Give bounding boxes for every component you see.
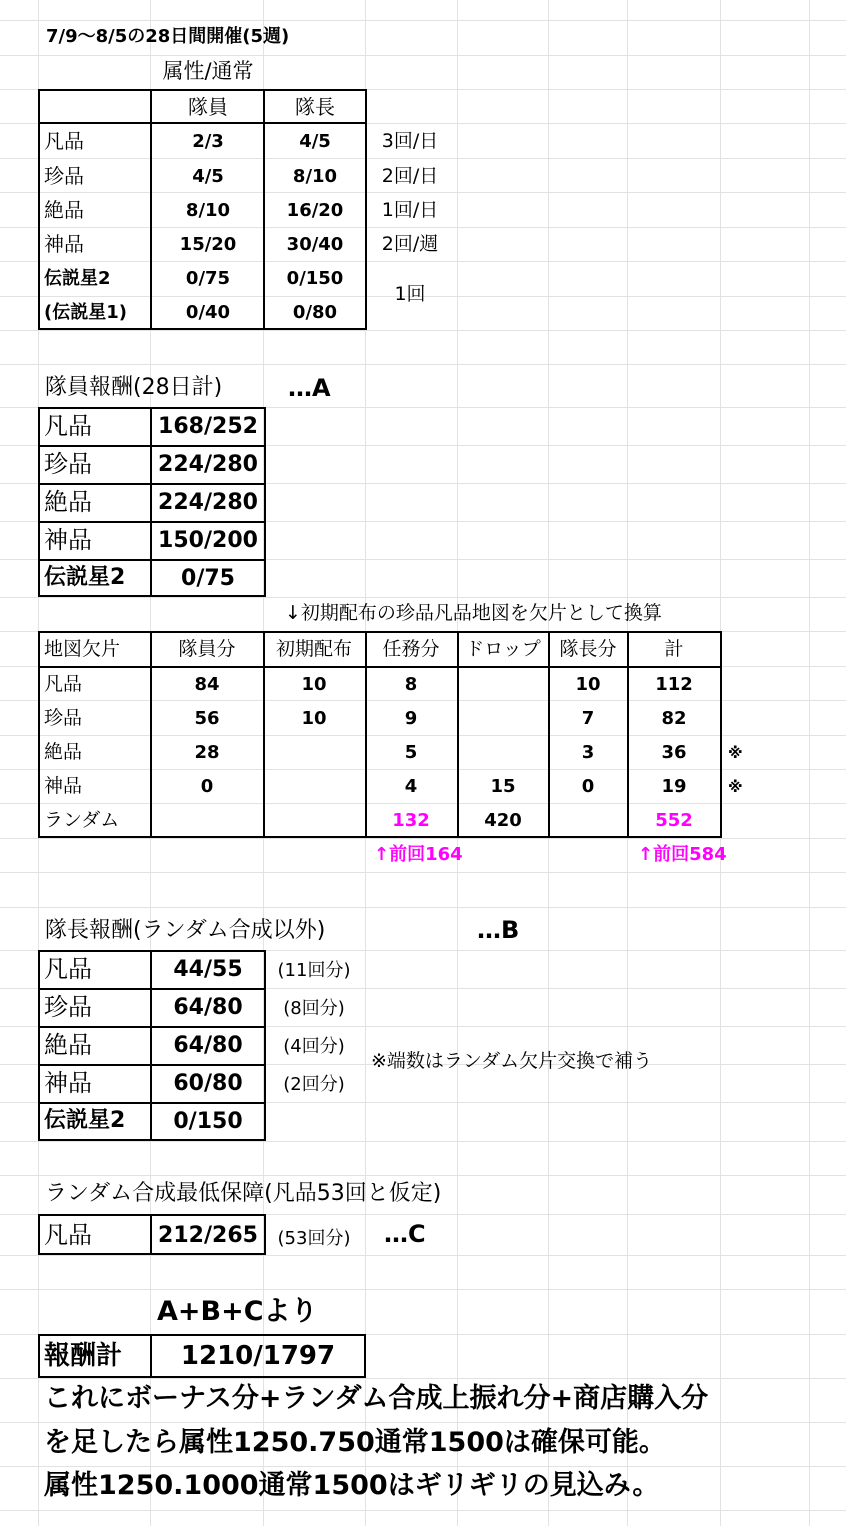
rate-frequency: 2回/週	[381, 233, 439, 255]
conclusion-line: 属性1250.1000通常1500はギリギリの見込み。	[44, 1470, 660, 1501]
fragments-row-label: 神品	[44, 775, 83, 797]
rate-member-value: 2/3	[192, 131, 224, 152]
fragments-cell: 10	[575, 674, 601, 695]
fragments-cell: 15	[490, 776, 516, 797]
captain-reward-label: 神品	[44, 1069, 92, 1097]
rate-row-label: (伝説星1)	[44, 302, 127, 323]
captain-reward-value: 44/55	[173, 957, 243, 982]
captain-rewards-title: 隊長報酬(ランダム合成以外)	[45, 918, 326, 943]
fragments-cell: 5	[404, 742, 418, 763]
rate-row-label: 凡品	[44, 129, 84, 153]
fragments-random-total: 552	[655, 810, 693, 831]
fragments-cell: 7	[581, 708, 595, 729]
fragments-row-label: 珍品	[44, 707, 83, 729]
fragments-header: 計	[664, 638, 684, 660]
member-reward-value: 150/200	[158, 528, 258, 553]
random-synthesis-value: 212/265	[158, 1223, 258, 1248]
fragments-header: 隊長分	[559, 638, 617, 660]
member-reward-value: 168/252	[158, 414, 258, 439]
previous-total-note: ↑前回584	[638, 844, 727, 865]
rate-row-label: 絶品	[44, 198, 84, 222]
rate-col-captain: 隊長	[295, 95, 335, 119]
rate-captain-value: 16/20	[286, 200, 344, 221]
fragments-cell: 0	[581, 776, 595, 797]
random-synthesis-label: 凡品	[44, 1221, 92, 1249]
rate-member-value: 4/5	[192, 166, 224, 187]
fragments-cell: 112	[655, 674, 693, 695]
rate-captain-value: 4/5	[299, 131, 331, 152]
captain-reward-value: 64/80	[173, 1033, 243, 1058]
rate-row-label: 伝説星2	[44, 268, 111, 289]
random-synthesis-count: (53回分)	[277, 1228, 351, 1249]
fragments-cell: 28	[194, 742, 220, 763]
fragments-cell: 9	[404, 708, 418, 729]
captain-reward-label: 伝説星2	[44, 1108, 126, 1133]
fragments-cell: 10	[301, 674, 327, 695]
rate-captain-value: 30/40	[286, 234, 344, 255]
member-reward-label: 神品	[44, 526, 92, 554]
conclusion-line: これにボーナス分+ランダム合成上振れ分+商店購入分	[44, 1383, 709, 1414]
note-mark: ※	[728, 744, 743, 762]
captain-reward-value: 0/150	[173, 1109, 243, 1134]
rate-frequency-once: 1回	[394, 283, 426, 305]
rate-frequency: 2回/日	[381, 165, 439, 187]
member-reward-label: 伝説星2	[44, 565, 126, 590]
fragments-row-label: 絶品	[44, 741, 83, 763]
fragments-header: 地図欠片	[44, 638, 121, 660]
conclusion-line: を足したら属性1250.750通常1500は確保可能。	[44, 1427, 666, 1458]
member-reward-value: 0/75	[181, 566, 235, 591]
captain-reward-value: 64/80	[173, 995, 243, 1020]
fragments-cell: 8	[404, 674, 418, 695]
captain-reward-count: (8回分)	[283, 998, 345, 1019]
captain-reward-count: (11回分)	[277, 960, 351, 981]
rate-row-label: 珍品	[44, 164, 84, 188]
member-reward-label: 珍品	[44, 450, 92, 478]
event-title: 7/9〜8/5の28日間開催(5週)	[46, 26, 290, 47]
rate-member-value: 0/40	[185, 302, 231, 323]
rate-col-member: 隊員	[188, 95, 228, 119]
fragments-random-mission: 132	[392, 810, 430, 831]
rate-captain-value: 0/80	[292, 302, 338, 323]
marker-c: …C	[384, 1220, 426, 1248]
fragments-note: ↓初期配布の珍品凡品地図を欠片として換算	[285, 602, 662, 624]
rate-captain-value: 8/10	[292, 166, 338, 187]
fragments-cell: 84	[194, 674, 220, 695]
fragments-cell: 4	[404, 776, 418, 797]
member-reward-label: 凡品	[44, 412, 92, 440]
fragments-cell: 56	[194, 708, 220, 729]
fragments-cell: 19	[661, 776, 687, 797]
fragments-header: 隊員分	[178, 638, 236, 660]
rate-captain-value: 0/150	[286, 268, 344, 289]
fragments-row-label: ランダム	[44, 809, 120, 831]
captain-rewards-note: ※端数はランダム欠片交換で補う	[371, 1050, 653, 1072]
note-mark: ※	[728, 778, 743, 796]
fragments-cell: 3	[581, 742, 595, 763]
previous-mission-note: ↑前回164	[374, 844, 463, 865]
total-label: 報酬計	[44, 1341, 123, 1371]
fragments-cell: 36	[661, 742, 687, 763]
total-heading: A+B+Cより	[157, 1296, 318, 1327]
random-synthesis-title: ランダム合成最低保障(凡品53回と仮定)	[45, 1181, 442, 1206]
fragments-header: ドロップ	[465, 638, 541, 660]
total-value: 1210/1797	[180, 1341, 336, 1371]
fragments-cell: 82	[661, 708, 687, 729]
captain-reward-label: 絶品	[44, 1031, 92, 1059]
fragments-cell: 420	[484, 810, 522, 831]
captain-reward-label: 珍品	[44, 993, 92, 1021]
fragments-cell: 0	[200, 776, 214, 797]
rate-row-label: 神品	[44, 232, 84, 256]
rate-member-value: 0/75	[185, 268, 231, 289]
rate-frequency: 1回/日	[381, 199, 439, 221]
rate-member-value: 15/20	[179, 234, 237, 255]
member-reward-value: 224/280	[158, 490, 258, 515]
fragments-row-label: 凡品	[44, 673, 83, 695]
member-reward-value: 224/280	[158, 452, 258, 477]
mode-label: 属性/通常	[162, 59, 254, 83]
rate-frequency: 3回/日	[381, 130, 439, 152]
captain-reward-count: (4回分)	[283, 1036, 345, 1057]
member-rewards-title: 隊員報酬(28日計)	[45, 375, 223, 400]
marker-b: …B	[477, 916, 520, 944]
captain-reward-label: 凡品	[44, 955, 92, 983]
marker-a: …A	[288, 374, 331, 402]
fragments-header: 初期配布	[275, 638, 353, 660]
fragments-cell: 10	[301, 708, 327, 729]
fragments-header: 任務分	[382, 638, 440, 660]
captain-reward-count: (2回分)	[283, 1074, 345, 1095]
captain-reward-value: 60/80	[173, 1071, 243, 1096]
rate-member-value: 8/10	[185, 200, 231, 221]
member-reward-label: 絶品	[44, 488, 92, 516]
